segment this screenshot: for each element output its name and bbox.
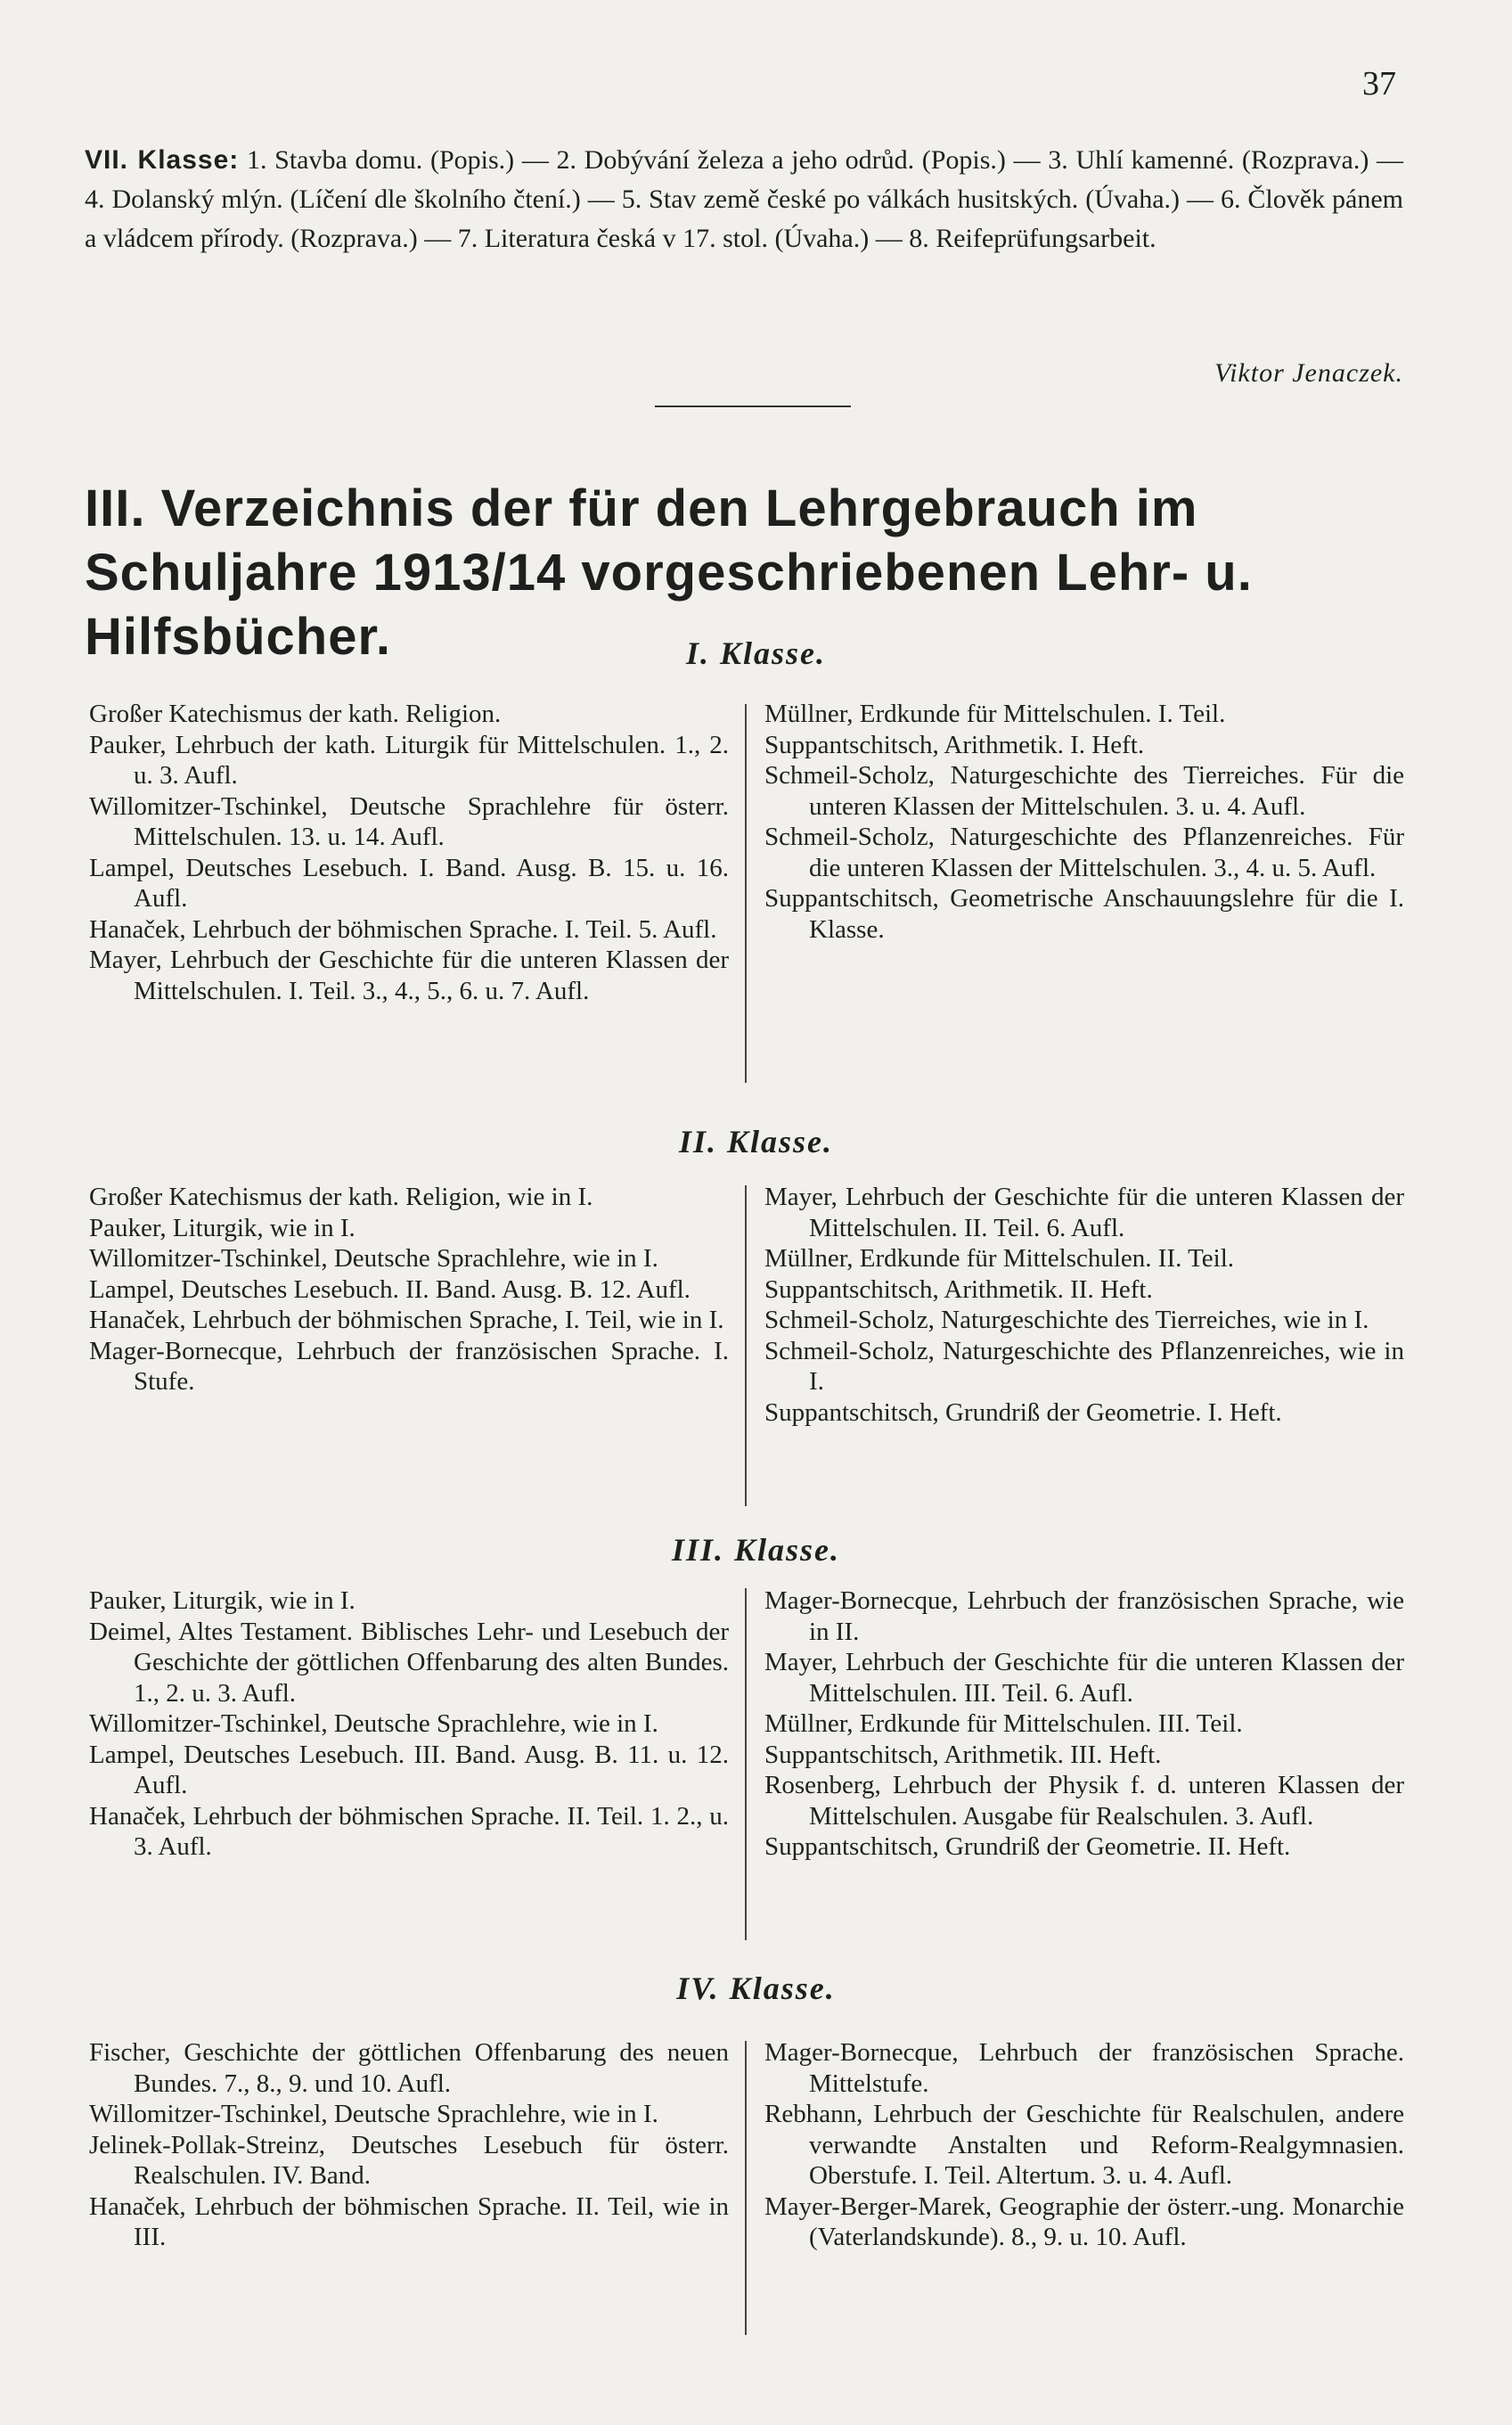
list-item: Rosenberg, Lehrbuch der Physik f. d. unteren Klassen der Mittelschulen. Ausgabe für Realschulen. 3. Aufl. — [764, 1771, 1404, 1831]
section-heading-klasse-4: IV. Klasse. — [676, 1970, 836, 2006]
page-number: 37 — [1362, 65, 1396, 102]
list-item: Suppantschitsch, Arithmetik. II. Heft. — [764, 1274, 1153, 1304]
column-divider — [745, 2041, 747, 2335]
list-item: Mayer, Lehrbuch der Geschichte für die unteren Klassen der Mittelschulen. III. Teil. 6. Aufl. — [764, 1648, 1404, 1708]
list-item: Fischer, Geschichte der göttlichen Offenbarung des neuen Bundes. 7., 8., 9. und 10. Aufl. — [89, 2038, 729, 2098]
list-item: Mager-Bornecque, Lehrbuch der französischen Sprache, wie in II. — [764, 1586, 1404, 1646]
list-item: Müllner, Erdkunde für Mittelschulen. III. Teil. — [764, 1709, 1243, 1738]
list-item: Mayer, Lehrbuch der Geschichte für die unteren Klassen der Mittelschulen. I. Teil. 3., 4., 5., 6. u. 7. Aufl. — [89, 946, 729, 1005]
list-item: Müllner, Erdkunde für Mittelschulen. I. Teil. — [764, 700, 1226, 728]
list-item: Großer Katechismus der kath. Religion, wie in I. — [89, 1183, 593, 1211]
signature: Viktor Jenaczek. — [1214, 358, 1403, 388]
list-item: Suppantschitsch, Arithmetik. III. Heft. — [764, 1740, 1162, 1769]
list-item: Müllner, Erdkunde für Mittelschulen. II. Teil. — [764, 1244, 1235, 1273]
list-item: Pauker, Lehrbuch der kath. Liturgik für Mittelschulen. 1., 2. u. 3. Aufl. — [89, 730, 729, 790]
list-item: Mayer, Lehrbuch der Geschichte für die unteren Klassen der Mittelschulen. II. Teil. 6. Aufl. — [764, 1183, 1404, 1242]
section-1-right-column — [764, 699, 1404, 945]
list-item: Willomitzer-Tschinkel, Deutsche Sprachlehre, wie in I. — [89, 1244, 658, 1273]
list-item: Lampel, Deutsches Lesebuch. III. Band. Ausg. B. 11. u. 12. Aufl. — [89, 1740, 729, 1799]
list-item: Suppantschitsch, Grundriß der Geometrie. I. Heft. — [764, 1397, 1282, 1427]
section-2-right-column — [764, 1182, 1404, 1428]
intro-text: 1. Stavba domu. (Popis.) — 2. Dobývání železa a jeho odrůd. (Popis.) — 3. Uhlí kamenné. (Rozprava.) — 4. Dolanský mlýn. (Líčení dle školního čtení.) — 5. Stav země české po válkách husitských. (Úvaha.) — 6. Člověk pánem a vládcem přírody. (Rozprava.) — 7. Literatura česká v 17. stol. (Úvaha.) — 8. Reifeprüfungsarbeit. — [85, 145, 1404, 253]
intro-lead: VII. Klasse: — [85, 145, 240, 175]
intro-paragraph — [85, 141, 1403, 258]
list-item: Pauker, Liturgik, wie in I. — [89, 1213, 356, 1242]
list-item: Schmeil-Scholz, Naturgeschichte des Tierreiches, wie in I. — [764, 1306, 1369, 1334]
list-item: Großer Katechismus der kath. Religion. — [89, 700, 502, 728]
list-item: Deimel, Altes Testament. Biblisches Lehr- und Lesebuch der Geschichte der göttlichen Offenbarung des alten Bundes. 1., 2. u. 3. Aufl. — [89, 1617, 729, 1708]
column-divider — [745, 704, 747, 1083]
section-3-right-column — [764, 1585, 1404, 1863]
list-item: Willomitzer-Tschinkel, Deutsche Sprachlehre, wie in I. — [89, 2100, 658, 2128]
list-item: Suppantschitsch, Arithmetik. I. Heft. — [764, 730, 1145, 759]
column-divider — [745, 1185, 747, 1506]
section-divider-rule — [655, 406, 851, 407]
section-2-left-column — [89, 1182, 729, 1397]
section-1-left-column — [89, 699, 729, 1006]
list-item: Hanaček, Lehrbuch der böhmischen Sprache. II. Teil, wie in III. — [89, 2192, 729, 2251]
section-heading-klasse-2: II. Klasse. — [678, 1124, 834, 1159]
section-4-left-column — [89, 2037, 729, 2253]
section-4-right-column — [764, 2037, 1404, 2253]
list-item: Suppantschitsch, Grundriß der Geometrie. II. Heft. — [764, 1832, 1291, 1861]
list-item: Lampel, Deutsches Lesebuch. II. Band. Ausg. B. 12. Aufl. — [89, 1274, 691, 1304]
list-item: Hanaček, Lehrbuch der böhmischen Sprache, I. Teil, wie in I. — [89, 1306, 724, 1334]
list-item: Mager-Bornecque, Lehrbuch der französischen Sprache. Mittelstufe. — [764, 2038, 1404, 2098]
list-item: Suppantschitsch, Geometrische Anschauungslehre für die I. Klasse. — [764, 884, 1404, 944]
column-divider — [745, 1588, 747, 1940]
list-item: Hanaček, Lehrbuch der böhmischen Sprache. II. Teil. 1. 2., u. 3. Aufl. — [89, 1801, 729, 1861]
section-heading-klasse-3: III. Klasse. — [671, 1532, 841, 1568]
list-item: Mayer-Berger-Marek, Geographie der österr.-ung. Monarchie (Vaterlandskunde). 8., 9. u. 10. Aufl. — [764, 2192, 1404, 2251]
list-item: Willomitzer-Tschinkel, Deutsche Sprachlehre, wie in I. — [89, 1709, 658, 1738]
list-item: Pauker, Liturgik, wie in I. — [89, 1586, 356, 1615]
list-item: Schmeil-Scholz, Naturgeschichte des Pflanzenreiches, wie in I. — [764, 1336, 1404, 1396]
list-item: Willomitzer-Tschinkel, Deutsche Sprachlehre für österr. Mittelschulen. 13. u. 14. Aufl. — [89, 791, 729, 851]
list-item: Rebhann, Lehrbuch der Geschichte für Realschulen, andere verwandte Anstalten und Reform-Realgymnasien. Oberstufe. I. Teil. Altertum. 3. u. 4. Aufl. — [764, 2100, 1404, 2190]
section-heading-klasse-1: I. Klasse. — [685, 635, 827, 671]
main-title: III. Verzeichnis der für den Lehrgebrauch im Schuljahre 1913/14 vorgeschriebenen Lehr- u. Hilfsbücher. — [85, 479, 1253, 666]
list-item: Schmeil-Scholz, Naturgeschichte des Tierreiches. Für die unteren Klassen der Mittelschulen. 3. u. 4. Aufl. — [764, 761, 1404, 821]
list-item: Hanaček, Lehrbuch der böhmischen Sprache. I. Teil. 5. Aufl. — [89, 914, 717, 944]
list-item: Schmeil-Scholz, Naturgeschichte des Pflanzenreiches. Für die unteren Klassen der Mittelschulen. 3., 4. u. 5. Aufl. — [764, 823, 1404, 882]
section-3-left-column — [89, 1585, 729, 1863]
list-item: Jelinek-Pollak-Streinz, Deutsches Lesebuch für österr. Realschulen. IV. Band. — [89, 2130, 729, 2190]
list-item: Mager-Bornecque, Lehrbuch der französischen Sprache. I. Stufe. — [89, 1336, 729, 1396]
list-item: Lampel, Deutsches Lesebuch. I. Band. Ausg. B. 15. u. 16. Aufl. — [89, 853, 729, 913]
